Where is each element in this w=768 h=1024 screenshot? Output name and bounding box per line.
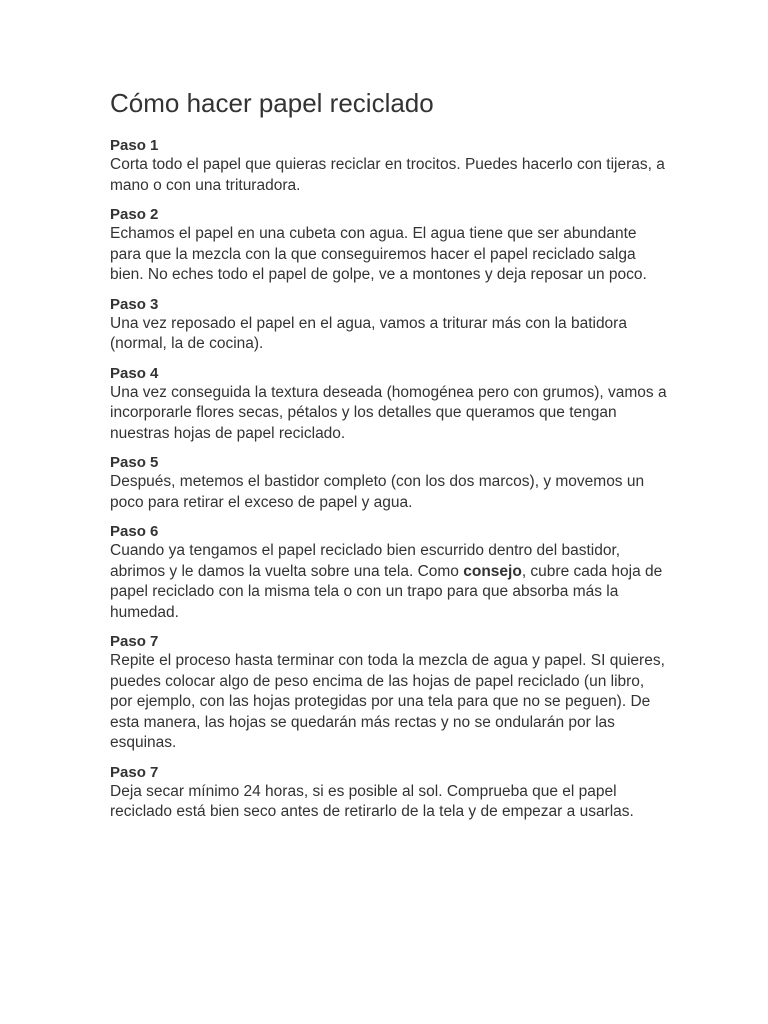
step-7 — [110, 632, 670, 754]
step-text: Echamos el papel en una cubeta con agua. El agua tiene que ser abundante para que la mezcla con la que conseguiremos hacer el papel reciclado salga bien. No eches todo el papel de golpe, ve a montones y deja reposar un poco. — [110, 225, 647, 283]
step-text-after: , cubre cada hoja de papel reciclado con la misma tela o con un trapo para que absorba más la humedad. — [110, 562, 663, 621]
step-text: Después, metemos el bastidor completo (con los dos marcos), y movemos un poco para retirar el exceso de papel y agua. — [110, 473, 645, 511]
step-text-before: Cuando ya tengamos el papel reciclado bien escurrido dentro del bastidor, abrimos y le damos la vuelta sobre una tela. Como — [110, 542, 621, 580]
step-heading: Paso 6 — [110, 523, 159, 540]
step-heading: Paso 2 — [110, 206, 159, 223]
page-title: Cómo hacer papel reciclado — [110, 88, 434, 118]
step-2 — [110, 205, 670, 286]
step-1 — [110, 136, 670, 196]
step-text: Deja secar mínimo 24 horas, si es posible al sol. Comprueba que el papel reciclado está bien seco antes de retirarlo de la tela y de empezar a usarlas. — [110, 782, 634, 820]
step-4 — [110, 364, 670, 445]
step-6 — [110, 522, 670, 623]
step-heading: Paso 5 — [110, 454, 159, 471]
step-5 — [110, 453, 670, 513]
step-text: Repite el proceso hasta terminar con toda la mezcla de agua y papel. SI quieres, puedes colocar algo de peso encima de las hojas de papel reciclado (un libro, por ejemplo, con las hojas protegidas por una tela para que no se peguen). De esta manera, las hojas se quedarán más rectas y no se ondularán por las esquinas. — [110, 652, 665, 751]
document-page — [110, 86, 670, 832]
step-heading: Paso 1 — [110, 137, 159, 154]
step-heading: Paso 3 — [110, 295, 159, 313]
step-heading: Paso 7 — [110, 763, 159, 781]
step-text-bold: consejo — [463, 562, 522, 580]
step-text — [110, 541, 670, 623]
step-heading: Paso 7 — [110, 633, 159, 650]
step-text: Corta todo el papel que quieras reciclar en trocitos. Puedes hacerlo con tijeras, a mano o con una trituradora. — [110, 156, 665, 194]
step-3 — [110, 295, 670, 355]
step-heading: Paso 4 — [110, 364, 159, 382]
step-8 — [110, 763, 670, 823]
step-text: Una vez reposado el papel en el agua, vamos a triturar más con la batidora (normal, la de cocina). — [110, 314, 627, 352]
step-text: Una vez conseguida la textura deseada (homogénea pero con grumos), vamos a incorporarle flores secas, pétalos y los detalles que queramos que tengan nuestras hojas de papel reciclado. — [110, 383, 667, 442]
